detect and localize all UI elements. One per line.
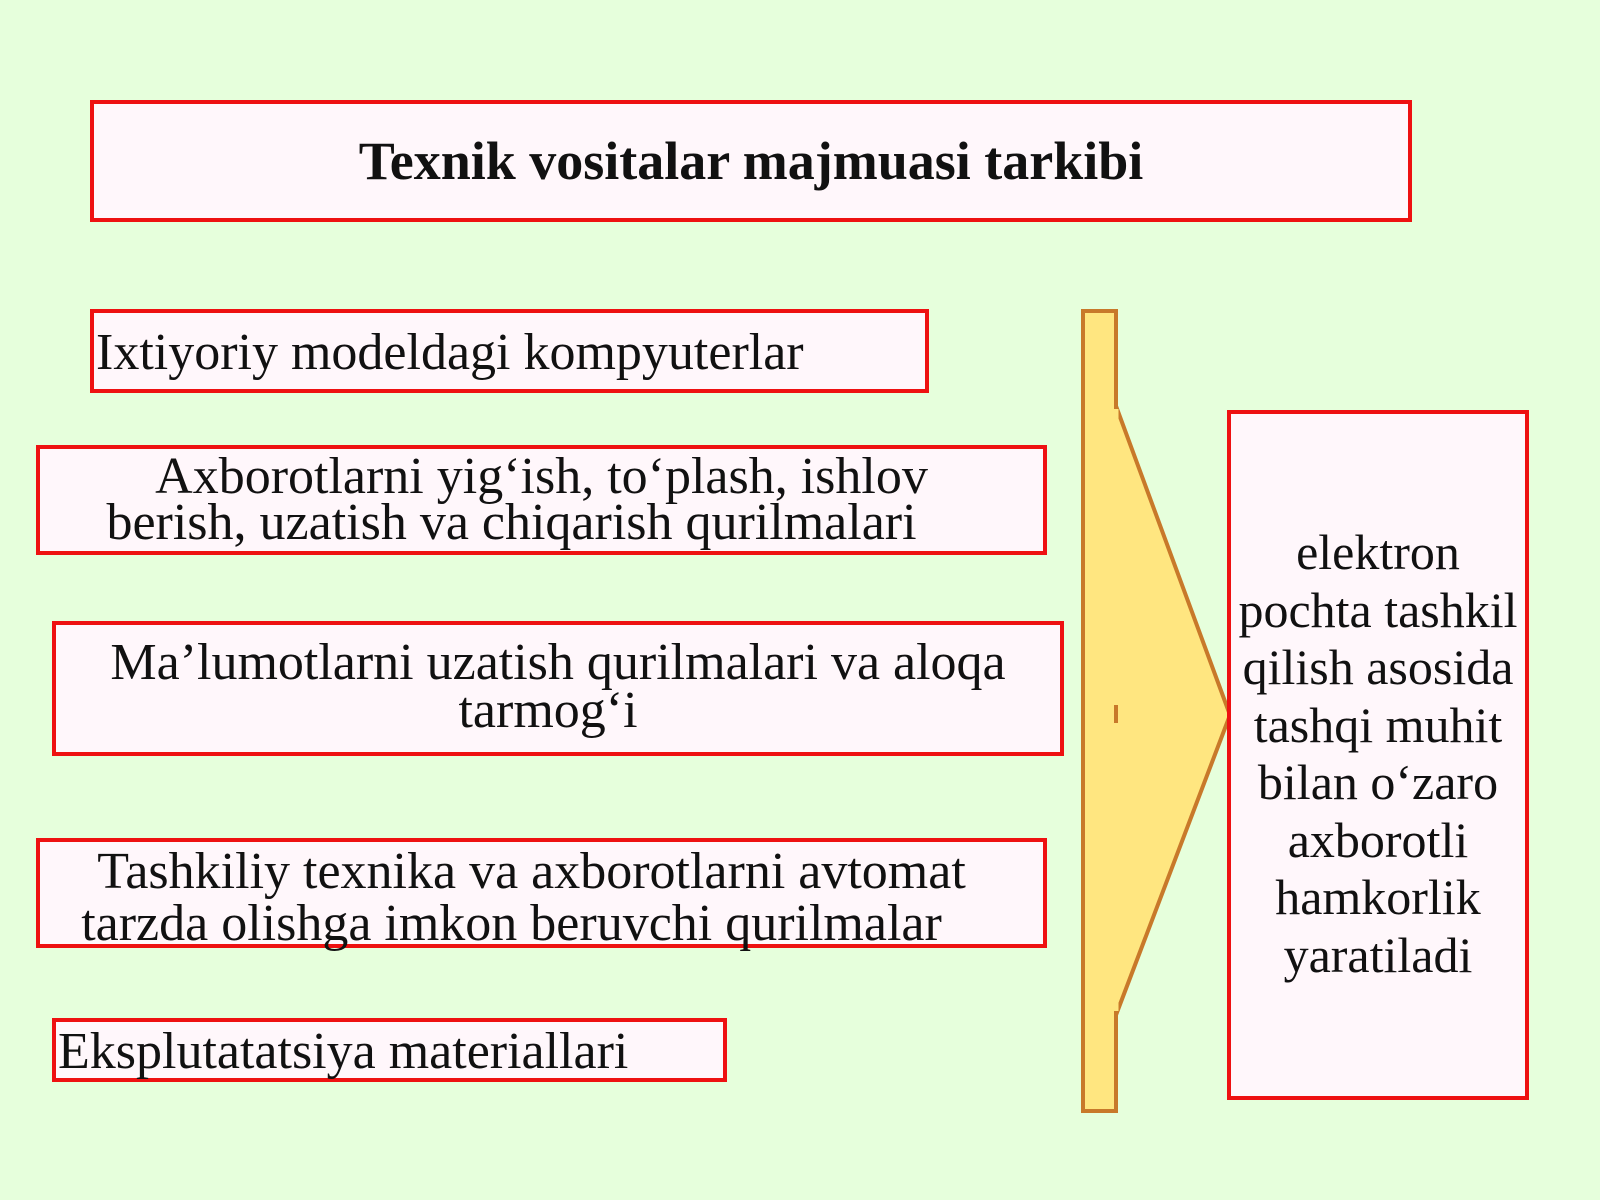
component-box-office-equipment — [36, 838, 1047, 952]
title-box — [90, 100, 1412, 222]
component-box-io-devices — [36, 445, 1047, 555]
component-label-line: Eksplutatatsiya materiallari — [58, 1023, 629, 1080]
result-line: tashqi muhit — [1253, 696, 1503, 753]
result-box — [1227, 410, 1529, 1100]
result-line: axborotli — [1287, 811, 1469, 868]
result-line: yaratiladi — [1283, 926, 1473, 983]
result-line: bilan o‘zaro — [1257, 754, 1499, 810]
collector-bar — [1083, 311, 1116, 1111]
result-text — [1238, 524, 1517, 984]
arrow-head-shape — [1116, 406, 1230, 1015]
component-label-line: berish, uzatish va chiqarish qurilmalari — [106, 494, 917, 551]
component-label-line: Axborotlarni yig‘ish, to‘plash, ishlov — [155, 448, 928, 505]
result-line: qilish asosida — [1242, 639, 1514, 695]
component-box-materials — [52, 1018, 727, 1082]
result-line: elektron — [1296, 524, 1460, 580]
merge-arrow — [1075, 305, 1235, 1117]
component-label-line: Ixtiyoriy modeldagi kompyuterlar — [96, 324, 804, 381]
result-line: pochta tashkil — [1238, 581, 1518, 638]
component-label-line: Tashkiliy texnika va axborotlarni avtomat — [97, 843, 966, 900]
component-box-computers — [90, 309, 929, 393]
component-label-line: tarmog‘i — [458, 682, 638, 739]
result-line: hamkorlik — [1275, 869, 1481, 925]
component-label-line: tarzda olishga imkon beruvchi qurilmalar — [81, 895, 942, 952]
diagram-title: Texnik vositalar majmuasi tarkibi — [358, 131, 1144, 191]
component-box-network — [52, 621, 1064, 756]
component-label-line: Ma’lumotlarni uzatish qurilmalari va aloqa — [110, 634, 1006, 691]
